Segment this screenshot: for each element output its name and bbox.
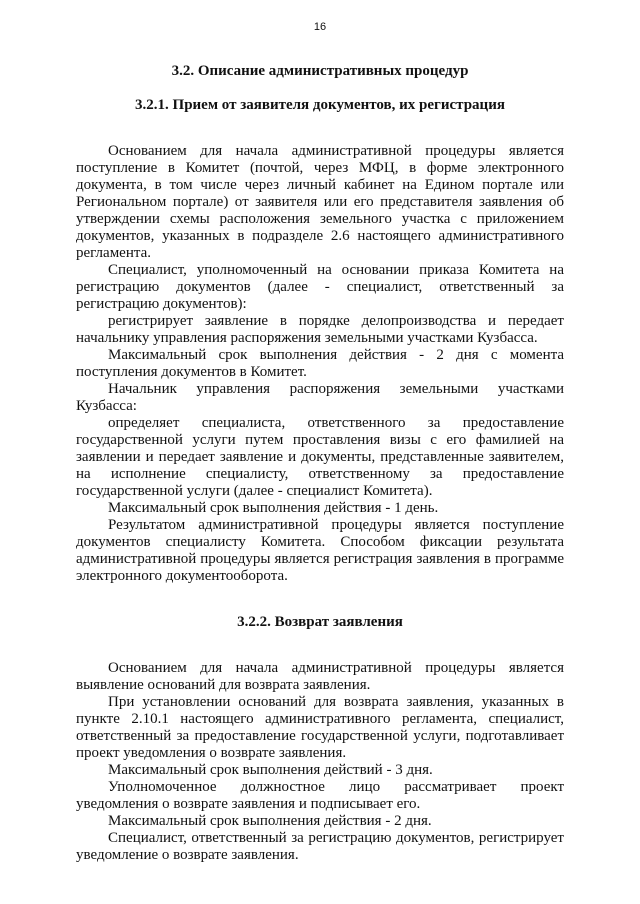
paragraph: Результатом административной процедуры является поступление документов специалисту Комитета. Способом фиксации результата административной процедуры является регистрация заявления в программе электронного документооборота. bbox=[76, 517, 564, 584]
paragraph: Максимальный срок выполнения действия - 2 дня. bbox=[108, 813, 432, 829]
subsection-2-heading: 3.2.2. Возврат заявления bbox=[237, 614, 403, 630]
paragraph: Максимальный срок выполнения действий - 3 дня. bbox=[108, 762, 433, 778]
subsection-1-heading: 3.2.1. Прием от заявителя документов, их регистрация bbox=[135, 97, 505, 113]
document-body bbox=[76, 62, 564, 864]
paragraph: Максимальный срок выполнения действия - 1 день. bbox=[108, 500, 439, 516]
paragraph: Основанием для начала административной процедуры является выявление оснований для возврата заявления. bbox=[76, 660, 564, 693]
paragraph: регистрирует заявление в порядке делопроизводства и передает начальнику управления распоряжения земельными участками Кузбасса. bbox=[76, 313, 564, 346]
paragraph: Начальник управления распоряжения земельными участками Кузбасса: bbox=[76, 381, 564, 414]
paragraph: Основанием для начала административной процедуры является поступление в Комитет (почтой, через МФЦ, в форме электронного документа, в том числе через личный кабинет на Едином портале или Региональном портале) от заявителя или его представителя заявления об утверждении схемы расположения земельного участка с приложением документов, указанных в подразделе 2.6 настоящего административного регламента. bbox=[76, 143, 564, 261]
paragraph: Уполномоченное должностное лицо рассматривает проект уведомления о возврате заявления и подписывает его. bbox=[76, 779, 564, 812]
paragraph: определяет специалиста, ответственного за предоставление государственной услуги путем проставления визы с его фамилией на заявлении и передает заявление и документы, представленные заявителем, на исполнение специалисту, ответственному за предоставление государственной услуги (далее - специалист Комитета). bbox=[76, 415, 564, 499]
paragraph: Специалист, уполномоченный на основании приказа Комитета на регистрацию документов (далее - специалист, ответственный за регистрацию документов): bbox=[76, 262, 564, 312]
page-number: 16 bbox=[313, 21, 327, 33]
paragraph: При установлении оснований для возврата заявления, указанных в пункте 2.10.1 настоящего административного регламента, специалист, ответственный за предоставление государственной услуги, подготавливает проект уведомления о возврате заявления. bbox=[76, 694, 564, 761]
section-heading: 3.2. Описание административных процедур bbox=[171, 63, 469, 79]
paragraph: Максимальный срок выполнения действия - 2 дня с момента поступления документов в Комитет. bbox=[76, 347, 564, 380]
paragraph: Специалист, ответственный за регистрацию документов, регистрирует уведомление о возврате заявления. bbox=[76, 830, 564, 863]
